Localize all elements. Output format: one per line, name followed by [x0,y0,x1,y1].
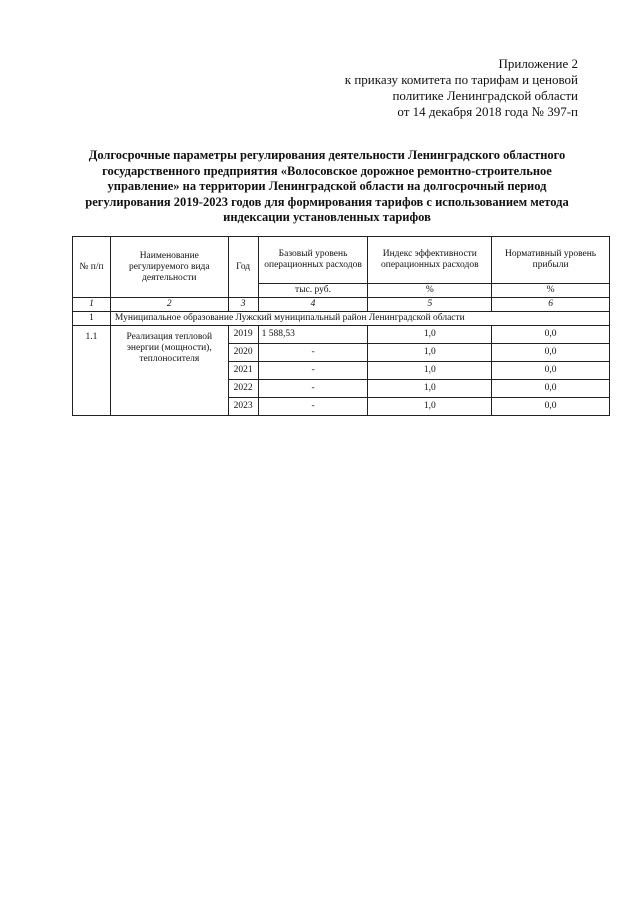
appendix-line-2: к приказу комитета по тарифам и ценовой [344,72,578,87]
cell-base: - [258,362,368,380]
cell-year: 2023 [228,398,258,416]
municipality-row [73,312,610,326]
cell-profit: 0,0 [492,398,610,416]
municipality-num: 1 [73,312,111,326]
appendix-line-3: политике Ленинградской области [392,88,578,103]
title-line-4: регулирования 2019-2023 годов для формирования тарифов с использованием метода [85,194,569,209]
header-efficiency-index: Индекс эффективности операционных расходов [368,237,492,284]
title-line-5: индексации установленных тарифов [223,210,431,224]
title-line-3: управление» на территории Ленинградской области на долгосрочный период [107,179,547,193]
title-line-2: государственного предприятия «Волосовское дорожное ремонтно-строительное [102,163,552,178]
cell-index: 1,0 [368,398,492,416]
document-title [72,148,582,226]
appendix-block [278,56,578,120]
cell-base: - [258,380,368,398]
col-number: 3 [228,298,258,312]
cell-base: - [258,398,368,416]
unit-base: тыс. руб. [258,284,368,298]
cell-profit: 0,0 [492,344,610,362]
col-number: 2 [110,298,228,312]
cell-year: 2021 [228,362,258,380]
cell-year: 2022 [228,380,258,398]
cell-index: 1,0 [368,362,492,380]
column-numbers-row [73,298,610,312]
col-number: 5 [368,298,492,312]
cell-base: 1 588,53 [258,326,368,344]
cell-year: 2020 [228,344,258,362]
col-number: 1 [73,298,111,312]
header-num: № п/п [73,237,111,298]
cell-index: 1,0 [368,344,492,362]
unit-index: % [368,284,492,298]
header-activity: Наименование регулируемого вида деятельности [110,237,228,298]
cell-base: - [258,344,368,362]
group-num: 1.1 [73,326,111,416]
title-line-1: Долгосрочные параметры регулирования деятельности Ленинградского областного [88,148,566,162]
cell-year: 2019 [228,326,258,344]
cell-index: 1,0 [368,326,492,344]
group-activity: Реализация тепловой энергии (мощности), теплоносителя [110,326,228,416]
col-number: 4 [258,298,368,312]
unit-profit: % [492,284,610,298]
col-number: 6 [492,298,610,312]
header-year: Год [228,237,258,298]
header-row [73,237,610,284]
table-row [73,326,610,344]
appendix-line-1: Приложение 2 [498,56,578,71]
cell-profit: 0,0 [492,326,610,344]
parameters-table [72,236,610,416]
cell-index: 1,0 [368,380,492,398]
appendix-line-4: от 14 декабря 2018 года № 397-п [397,104,578,119]
cell-profit: 0,0 [492,380,610,398]
header-profit-level: Нормативный уровень прибыли [492,237,610,284]
cell-profit: 0,0 [492,362,610,380]
municipality-name: Муниципальное образование Лужский муниципальный район Ленинградской области [110,312,609,326]
header-base-expenses: Базовый уровень операционных расходов [258,237,368,284]
